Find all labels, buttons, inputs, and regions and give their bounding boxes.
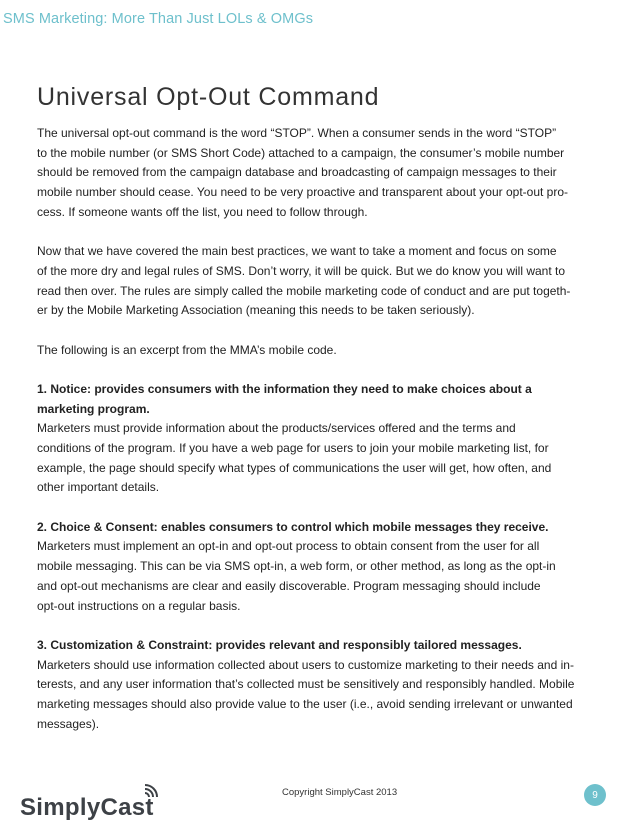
text-line: mobile messaging. This can be via SMS opt-in, a web form, or other method, as long as the opt-in [37, 559, 556, 574]
text-line: Marketers must implement an opt-in and opt-out process to obtain consent from the user for all [37, 539, 540, 554]
section-heading: Universal Opt-Out Command [37, 83, 380, 111]
text-line: to the mobile number (or SMS Short Code) attached to a campaign, the consumer’s mobile number [37, 145, 565, 160]
rule-title: 2. Choice & Consent: enables consumers to control which mobile messages they receive. [37, 519, 549, 534]
rule-choice-consent [37, 518, 609, 616]
text-line: should be removed from the campaign database and broadcasting of campaign messages to their [37, 165, 557, 180]
text-line: marketing messages should also provide value to the user (i.e., avoid sending irrelevant or unwanted [37, 696, 573, 711]
paragraph-legal-rules [37, 242, 609, 321]
text-line: of the more dry and legal rules of SMS. Don’t worry, it will be quick. But we do know you will want to [37, 263, 566, 278]
text-line: messages). [37, 716, 100, 731]
text-line: The universal opt-out command is the word “STOP”. When a consumer sends in the word “STOP” [37, 126, 557, 140]
rule-notice [37, 380, 609, 498]
paragraph-excerpt-intro [37, 341, 609, 361]
rule-title: marketing program. [37, 401, 150, 416]
text-line: cess. If someone wants off the list, you need to follow through. [37, 204, 368, 219]
simplycast-logo [20, 786, 154, 820]
rule-title: 1. Notice: provides consumers with the information they need to make choices about a [37, 381, 532, 396]
text-line: er by the Mobile Marketing Association (meaning this needs to be taken seriously). [37, 303, 475, 318]
copyright-text: Copyright SimplyCast 2013 [282, 787, 398, 798]
signal-waves-icon [144, 784, 158, 798]
text-line: other important details. [37, 480, 160, 495]
page-number-badge: 9 [584, 784, 606, 806]
text-line: conditions of the program. If you have a web page for users to join your mobile marketing list, for [37, 441, 549, 455]
logo-text: SimplyCast [20, 794, 154, 821]
text-line: Now that we have covered the main best practices, we want to take a moment and focus on some [37, 244, 557, 259]
text-line: terests, and any user information that’s collected must be sensitively and responsibly handled. Mobile [37, 677, 575, 692]
rule-customization-constraint [37, 636, 609, 734]
text-line: read then over. The rules are simply called the mobile marketing code of conduct and are put togeth- [37, 283, 571, 298]
rule-title: 3. Customization & Constraint: provides relevant and responsibly tailored messages. [37, 637, 522, 652]
text-line: example, the page should specify what types of communications the user will get, how often, and [37, 460, 552, 475]
text-line: Marketers must provide information about the products/services offered and the terms and [37, 421, 516, 436]
text-line: opt-out instructions on a regular basis. [37, 598, 241, 613]
paragraph-opt-out [37, 124, 609, 222]
text-line: Marketers should use information collected about users to customize marketing to their needs and in- [37, 657, 574, 672]
text-line: The following is an excerpt from the MMA’s mobile code. [37, 342, 337, 357]
running-header: SMS Marketing: More Than Just LOLs & OMGs [3, 11, 314, 27]
text-line: and opt-out mechanisms are clear and easily discoverable. Program messaging should include [37, 578, 541, 593]
body-text [37, 124, 609, 734]
text-line: mobile number should cease. You need to be very proactive and transparent about your opt-out pro- [37, 185, 569, 200]
